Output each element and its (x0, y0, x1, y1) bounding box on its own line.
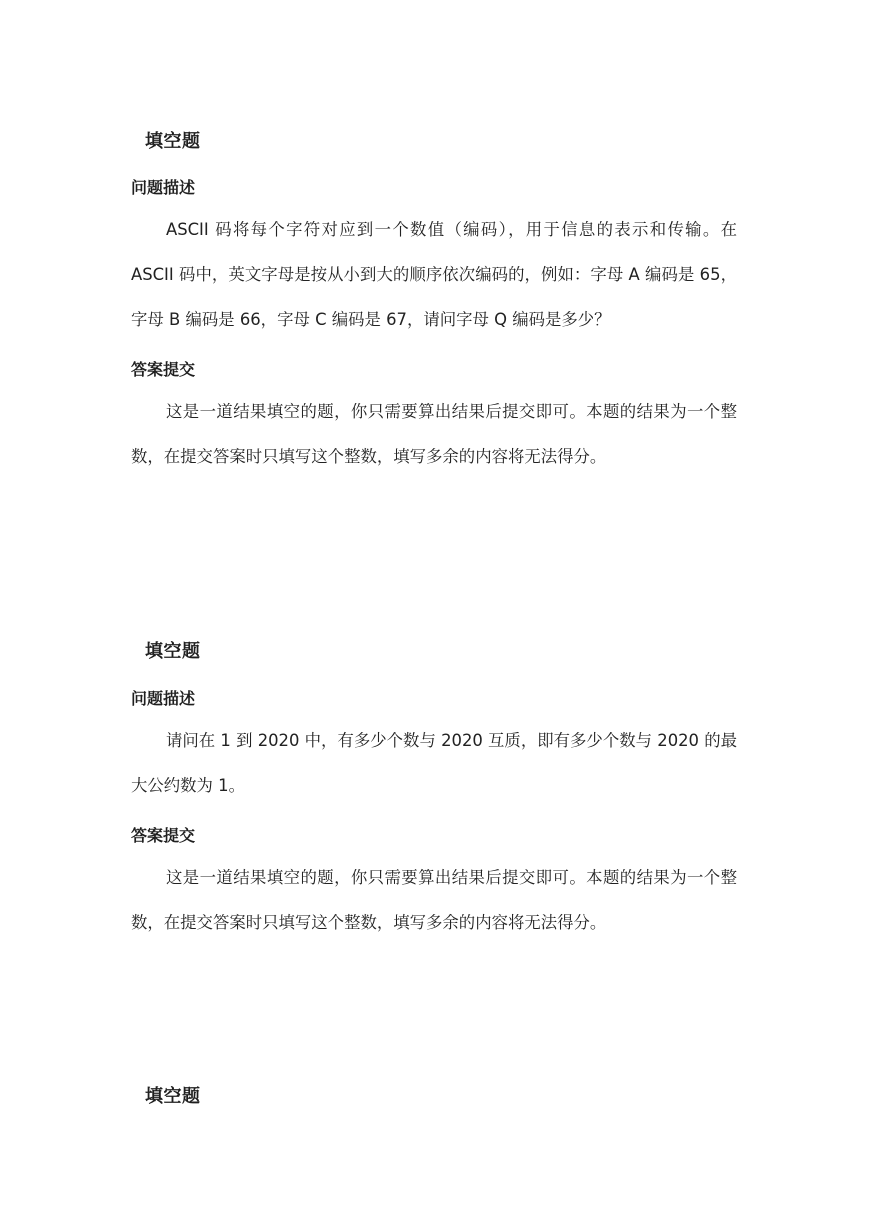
question-2-title: 填空题 (145, 641, 201, 662)
question-2-description-heading: 问题描述 (131, 689, 196, 708)
question-1-answer-heading: 答案提交 (131, 360, 196, 379)
question-3-title: 填空题 (145, 1086, 201, 1107)
question-1-title: 填空题 (145, 131, 201, 152)
question-1-description-heading: 问题描述 (131, 178, 196, 197)
question-2-answer-heading: 答案提交 (131, 826, 196, 845)
question-1-answer-instructions: 这是一道结果填空的题，你只需要算出结果后提交即可。本题的结果为一个整数，在提交答案时只填写这个整数，填写多余的内容将无法得分。 (131, 402, 737, 466)
question-2-description: 请问在 1 到 2020 中，有多少个数与 2020 互质，即有多少个数与 2020 的最大公约数为 1。 (131, 731, 737, 795)
question-1-description: ASCII 码将每个字符对应到一个数值（编码），用于信息的表示和传输。在 ASCII 码中，英文字母是按从小到大的顺序依次编码的，例如：字母 A 编码是 65，字母 B 编码是 66，字母 C 编码是 67，请问字母 Q 编码是多少？ (131, 220, 737, 329)
question-2-answer-instructions: 这是一道结果填空的题，你只需要算出结果后提交即可。本题的结果为一个整数，在提交答案时只填写这个整数，填写多余的内容将无法得分。 (131, 868, 737, 932)
